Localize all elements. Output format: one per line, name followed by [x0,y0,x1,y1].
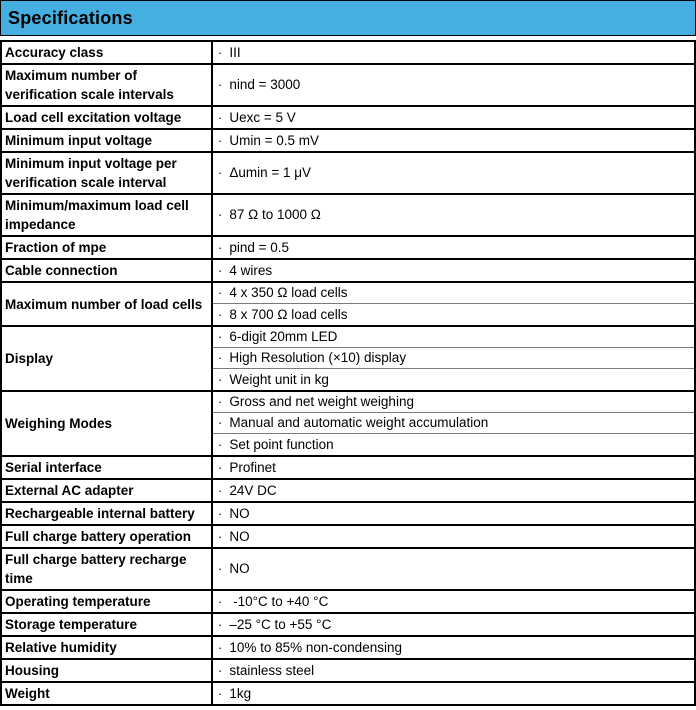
spec-values [213,283,694,325]
table-row [2,503,694,526]
bullet-icon: · [218,662,223,678]
spec-value-text: –25 °C to +55 °C [229,616,332,632]
spec-value-line [213,348,694,369]
spec-value-text: Δumin = 1 μV [229,165,312,180]
spec-value-text: 1kg [229,685,252,701]
table-row [2,130,694,153]
spec-label: Minimum input voltage [2,130,213,151]
bullet-icon: · [218,505,223,521]
spec-values [213,130,694,151]
bullet-icon: · [218,639,223,655]
bullet-icon: · [218,616,223,632]
table-row [2,614,694,637]
spec-values [213,503,694,524]
table-row [2,327,694,392]
spec-values [213,683,694,704]
bullet-icon: · [218,593,223,609]
spec-values [213,591,694,612]
spec-label: Housing [2,660,213,681]
spec-values [213,260,694,281]
bullet-icon: · [218,459,223,475]
spec-label: Load cell excitation voltage [2,107,213,128]
spec-value-text: nind = 3000 [229,77,301,92]
spec-value-line [213,327,694,348]
table-row [2,42,694,65]
bullet-icon: · [218,415,223,430]
spec-values [213,614,694,635]
specifications-table [0,40,696,706]
bullet-icon: · [218,371,223,387]
spec-value-text: 24V DC [229,482,277,498]
spec-value-line [213,237,694,258]
spec-value-text: stainless steel [229,662,315,678]
spec-label: Weight [2,683,213,704]
spec-values [213,153,694,193]
bullet-icon: · [218,165,223,180]
table-row [2,153,694,195]
spec-value-line [213,526,694,547]
spec-values [213,107,694,128]
spec-values [213,65,694,105]
spec-value-line [213,637,694,658]
table-row [2,195,694,237]
bullet-icon: · [218,109,223,125]
spec-value-line [213,153,694,193]
spec-value-text: NO [229,561,250,576]
bullet-icon: · [218,239,223,255]
spec-value-text: Set point function [229,436,334,452]
spec-value-text: NO [229,505,250,521]
spec-value-line [213,130,694,151]
spec-value-line [213,413,694,434]
spec-values [213,195,694,235]
spec-value-line [213,683,694,704]
table-row [2,107,694,130]
spec-value-line [213,591,694,612]
spec-label: Accuracy class [2,42,213,63]
bullet-icon: · [218,207,223,222]
spec-label: Full charge battery operation [2,526,213,547]
table-row [2,237,694,260]
spec-value-text: 87 Ω to 1000 Ω [229,207,321,222]
spec-value-text: Uexc = 5 V [229,109,296,125]
spec-value-line [213,392,694,413]
spec-value-text: Manual and automatic weight accumulation [229,415,489,430]
bullet-icon: · [218,285,223,300]
spec-label: Storage temperature [2,614,213,635]
bullet-icon: · [218,44,223,60]
spec-value-text: 4 x 350 Ω load cells [229,285,348,300]
spec-values [213,457,694,478]
table-row [2,392,694,457]
bullet-icon: · [218,436,223,452]
spec-value-line [213,283,694,304]
table-row [2,549,694,591]
table-row [2,65,694,107]
spec-value-line [213,480,694,501]
spec-label: Maximum number of verification scale intervals [2,65,213,105]
bullet-icon: · [218,350,223,365]
spec-label: Full charge battery recharge time [2,549,213,589]
spec-value-text: Gross and net weight weighing [229,394,414,409]
spec-values [213,637,694,658]
spec-value-line [213,304,694,325]
spec-label: Minimum input voltage per verification scale interval [2,153,213,193]
spec-value-text: Weight unit in kg [229,371,329,387]
spec-value-line [213,65,694,105]
bullet-icon: · [218,329,223,344]
spec-value-line [213,195,694,235]
table-row [2,480,694,503]
spec-values [213,42,694,63]
table-row [2,260,694,283]
spec-label: Operating temperature [2,591,213,612]
spec-value-text: 10% to 85% non-condensing [229,639,402,655]
spec-value-text: NO [229,528,250,544]
spec-label: Minimum/maximum load cell impedance [2,195,213,235]
bullet-icon: · [218,685,223,701]
spec-label: Serial interface [2,457,213,478]
spec-label: Rechargeable internal battery [2,503,213,524]
spec-value-text: III [229,44,241,60]
bullet-icon: · [218,528,223,544]
spec-value-line [213,369,694,390]
spec-value-line [213,457,694,478]
spec-values [213,549,694,589]
table-row [2,660,694,683]
spec-value-line [213,660,694,681]
bullet-icon: · [218,132,223,148]
spec-value-text: Umin = 0.5 mV [229,132,319,148]
spec-label: External AC adapter [2,480,213,501]
spec-value-line [213,260,694,281]
table-row [2,683,694,704]
table-row [2,283,694,327]
page-title: Specifications [0,0,696,36]
spec-values [213,526,694,547]
bullet-icon: · [218,561,223,576]
spec-value-text: Profinet [229,459,276,475]
spec-label: Display [2,327,213,390]
bullet-icon: · [218,77,223,92]
spec-value-line [213,434,694,455]
bullet-icon: · [218,482,223,498]
spec-values [213,480,694,501]
spec-value-text: 6-digit 20mm LED [229,329,338,344]
spec-value-text: High Resolution (×10) display [229,350,407,365]
spec-label: Weighing Modes [2,392,213,455]
bullet-icon: · [218,394,223,409]
spec-values [213,392,694,455]
spec-value-text: 8 x 700 Ω load cells [229,306,348,322]
spec-label: Cable connection [2,260,213,281]
spec-value-line [213,107,694,128]
spec-value-line [213,549,694,589]
spec-value-text: 4 wires [229,262,273,278]
table-row [2,457,694,480]
spec-label: Maximum number of load cells [2,283,213,325]
spec-label: Fraction of mpe [2,237,213,258]
table-row [2,591,694,614]
bullet-icon: · [218,306,223,322]
bullet-icon: · [218,262,223,278]
spec-values [213,237,694,258]
spec-values [213,327,694,390]
table-row [2,637,694,660]
spec-value-text: pind = 0.5 [229,239,290,255]
spec-value-text: -10°C to +40 °C [229,593,329,609]
spec-label: Relative humidity [2,637,213,658]
spec-values [213,660,694,681]
spec-value-line [213,503,694,524]
table-row [2,526,694,549]
spec-value-line [213,614,694,635]
spec-value-line [213,42,694,63]
